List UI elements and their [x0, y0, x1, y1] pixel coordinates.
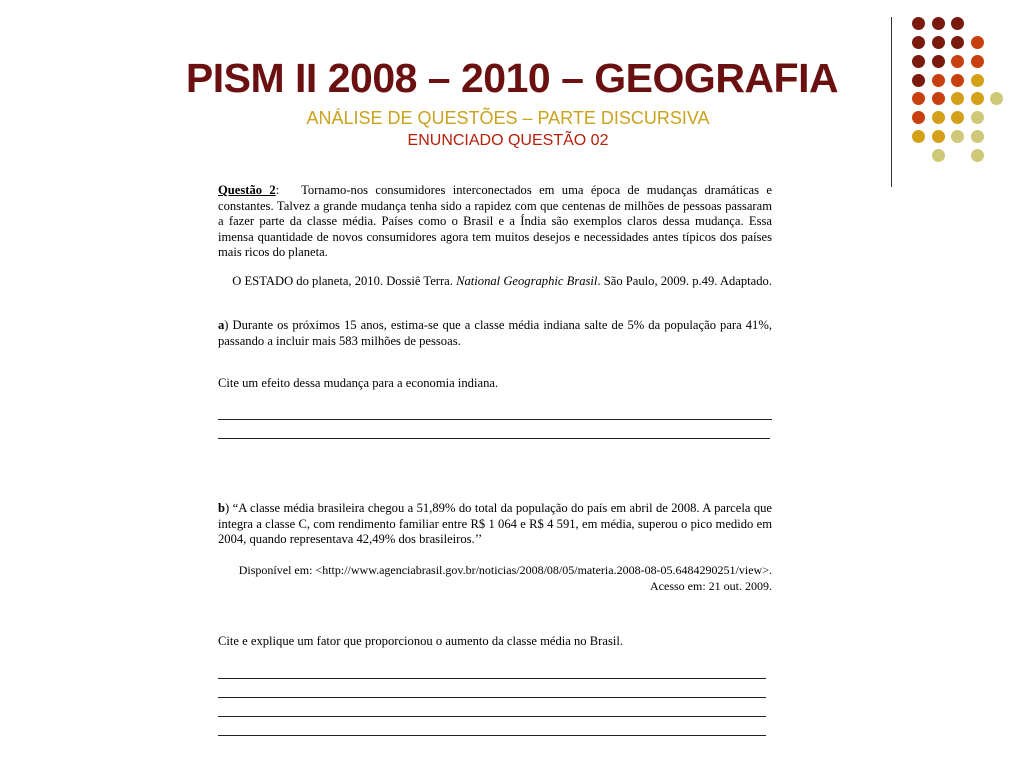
decorative-dot: [912, 17, 925, 30]
decorative-dot: [971, 74, 984, 87]
decorative-dot: [912, 92, 925, 105]
answer-line: [218, 716, 766, 717]
part-b-prompt: Cite e explique um fator que proporcionou o aumento da classe média no Brasil.: [218, 634, 623, 648]
decorative-dot: [912, 55, 925, 68]
decorative-dot: [971, 111, 984, 124]
decorative-dot: [912, 74, 925, 87]
source-prefix: O ESTADO do planeta, 2010. Dossiê Terra.: [232, 274, 453, 288]
part-a-text: ) Durante os próximos 15 anos, estima-se que a classe média indiana salte de 5% da população para 41%, passando a incluir mais 583 milhões de pessoas.: [218, 318, 772, 348]
page-subtitle: ANÁLISE DE QUESTÕES – PARTE DISCURSIVA: [306, 108, 710, 128]
decorative-dot: [971, 149, 984, 162]
part-b-label: b: [218, 501, 226, 515]
decorative-dot: [951, 17, 964, 30]
question-colon: :: [275, 183, 280, 197]
question-intro: [218, 183, 772, 261]
question-label: Questão 2: [218, 183, 276, 197]
page-title: PISM II 2008 – 2010 – GEOGRAFIA: [185, 55, 839, 101]
decorative-dot: [971, 130, 984, 143]
decorative-dot: [932, 130, 945, 143]
section-heading: ENUNCIADO QUESTÃO 02: [407, 132, 609, 149]
decorative-dot: [932, 149, 945, 162]
part-b-source-url: Disponível em: <http://www.agenciabrasil.gov.br/noticias/2008/08/05/materia.2008-08-05.6484290251/view>.: [238, 563, 772, 577]
decorative-dot: [932, 92, 945, 105]
decorative-dot: [932, 55, 945, 68]
decorative-dot: [951, 130, 964, 143]
answer-line: [218, 735, 766, 736]
decorative-dot: [971, 55, 984, 68]
part-b-source-access: Acesso em: 21 out. 2009.: [650, 578, 772, 593]
decorative-dot: [932, 36, 945, 49]
decorative-dot: [932, 74, 945, 87]
decorative-dot: [951, 36, 964, 49]
decorative-dot: [951, 92, 964, 105]
decorative-dot: [912, 111, 925, 124]
answer-line: [218, 419, 772, 420]
answer-line: [218, 438, 770, 439]
part-a-prompt: Cite um efeito dessa mudança para a economia indiana.: [218, 376, 499, 390]
answer-line: [218, 697, 766, 698]
decorative-divider: [891, 17, 892, 187]
question-intro-text: Tornamo-nos consumidores interconectados em uma época de mudanças dramáticas e constantes. Talvez a grande mudança tenha sido a rapidez com que centenas de milhões de pessoas passaram a fazer parte da classe média. Países como o Brasil e a Índia são exemplos claros dessa mudança. Essa imensa quantidade de novos consumidores agora tem muitos desejos e necessidades antes típicos dos países mais ricos do planeta.: [218, 183, 772, 260]
source-suffix: . São Paulo, 2009. p.49. Adaptado.: [597, 274, 772, 288]
part-a-statement: [218, 318, 772, 349]
answer-line: [218, 678, 766, 679]
decorative-dot: [971, 92, 984, 105]
decorative-dot: [971, 36, 984, 49]
decorative-dot: [912, 130, 925, 143]
decorative-dot: [932, 111, 945, 124]
decorative-dot: [912, 36, 925, 49]
source-publication: National Geographic Brasil: [456, 274, 598, 288]
decorative-dot: [951, 55, 964, 68]
part-b-text: ) “A classe média brasileira chegou a 51,89% do total da população do país em abril de 2008. A parcela que integra a classe C, com rendimento familiar entre R$ 1 064 e R$ 4 591, em média, superou o pico medido em 2004, quando representava 42,49% dos brasileiros.’’: [218, 501, 772, 547]
decorative-dot: [951, 74, 964, 87]
part-b-statement: [218, 501, 772, 548]
decorative-dot: [951, 111, 964, 124]
decorative-dot: [932, 17, 945, 30]
part-a-label: a: [218, 318, 225, 332]
question-source: [218, 274, 772, 290]
part-b-source: [218, 563, 772, 594]
decorative-dot: [990, 92, 1003, 105]
